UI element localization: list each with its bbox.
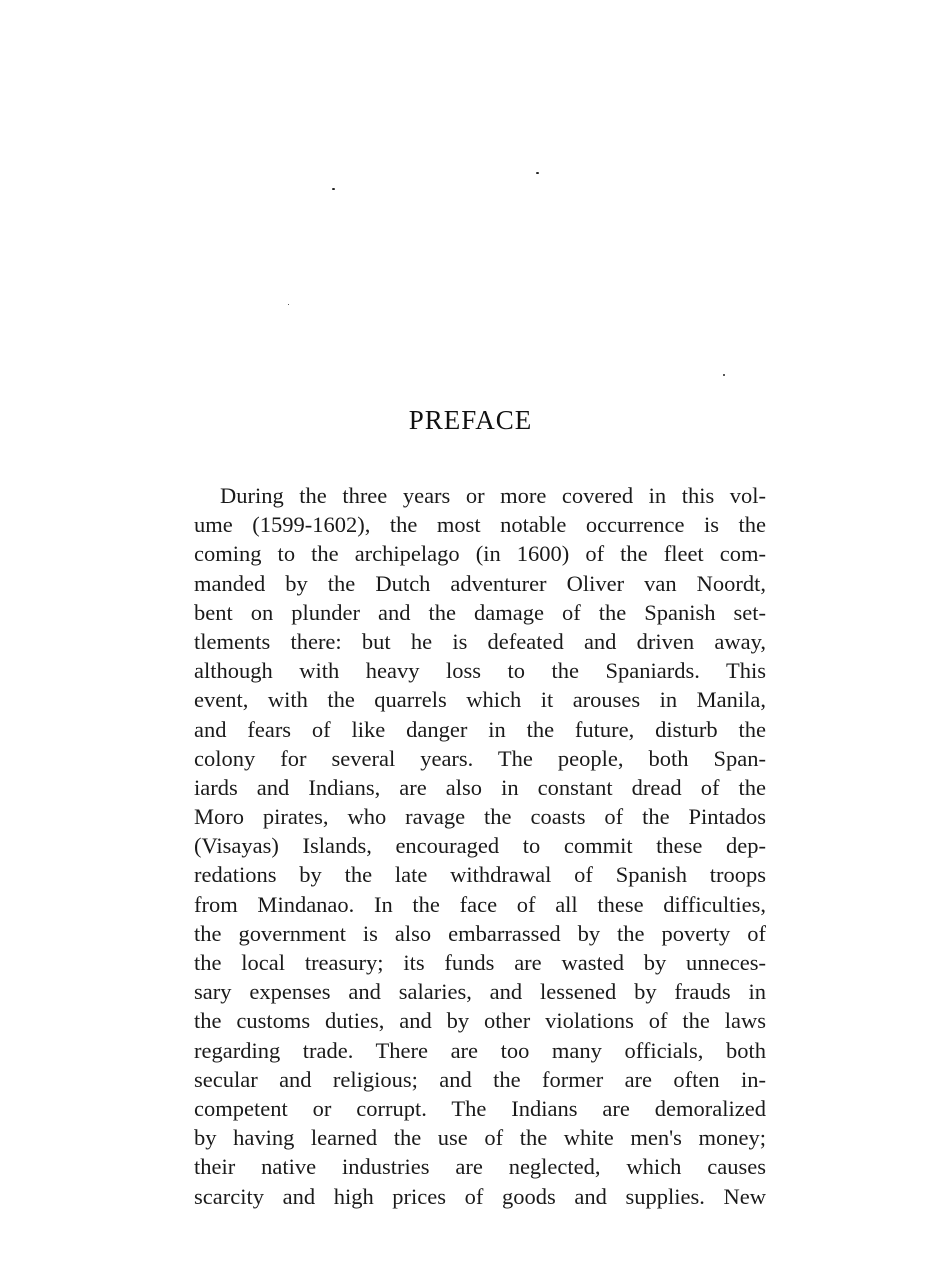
text-line: secular and religious; and the former are often in- [194, 1066, 766, 1092]
text-line: although with heavy loss to the Spaniards. This [194, 658, 766, 684]
scan-speck [288, 304, 289, 305]
text-line: tlements there: but he is defeated and driven away, [194, 628, 766, 654]
text-line: redations by the late withdrawal of Spanish troops [194, 862, 766, 888]
text-line: scarcity and high prices of goods and supplies. New [194, 1183, 766, 1209]
text-line: (Visayas) Islands, encouraged to commit these dep- [194, 833, 766, 859]
text-line: their native industries are neglected, which causes [194, 1154, 766, 1180]
page-title: PREFACE [408, 405, 533, 435]
text-line: colony for several years. The people, both Span- [194, 745, 766, 771]
text-line: the local treasury; its funds are wasted by unneces- [194, 950, 766, 975]
text-line: manded by the Dutch adventurer Oliver van Noordt, [194, 570, 766, 596]
scan-speck [536, 172, 539, 174]
preface-paragraph [194, 481, 766, 1211]
text-line: During the three years or more covered in this vol- [220, 483, 766, 508]
text-line: the government is also embarrassed by the poverty of [194, 920, 766, 946]
text-line: sary expenses and salaries, and lessened by frauds in [194, 979, 766, 1005]
text-line: coming to the archipelago (in 1600) of the fleet com- [194, 541, 766, 567]
text-line: by having learned the use of the white men's money; [194, 1125, 766, 1151]
text-line: ume (1599-1602), the most notable occurrence is the [194, 512, 766, 538]
text-line: Moro pirates, who ravage the coasts of the Pintados [194, 804, 766, 830]
scan-speck [723, 374, 725, 376]
text-line: and fears of like danger in the future, disturb the [194, 716, 766, 742]
text-line: event, with the quarrels which it arouses in Manila, [194, 687, 766, 713]
text-line: from Mindanao. In the face of all these difficulties, [194, 891, 766, 917]
text-line: competent or corrupt. The Indians are demoralized [194, 1095, 766, 1121]
text-line: bent on plunder and the damage of the Spanish set- [194, 599, 766, 625]
scan-speck [332, 188, 335, 190]
text-line: regarding trade. There are too many officials, both [194, 1037, 766, 1063]
text-line: iards and Indians, are also in constant dread of the [194, 774, 766, 800]
text-line: the customs duties, and by other violations of the laws [194, 1008, 766, 1034]
